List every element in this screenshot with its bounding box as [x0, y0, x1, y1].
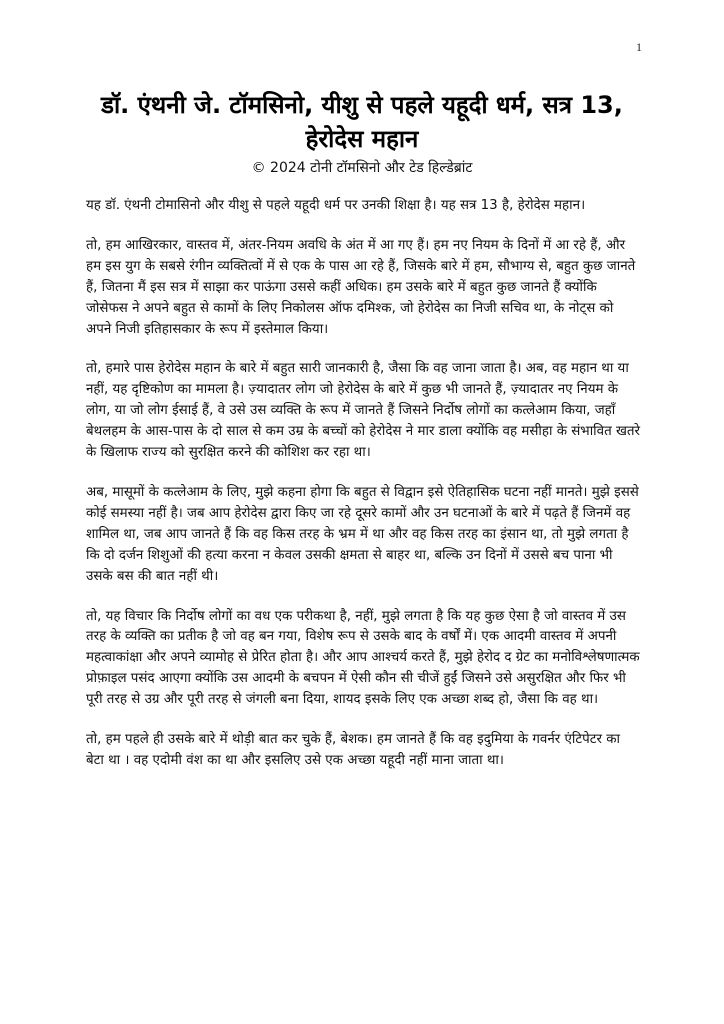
paragraph: तो, हमारे पास हेरोदेस महान के बारे में बहुत सारी जानकारी है, जैसा कि वह जाना जाता है। अब, वह महान था या नहीं, यह दृष्टिकोण का मामला है। ज़्यादातर लोग जो हेरोदेस के बारे में कुछ भी जानते हैं, ज़्यादातर नए नियम के लोग, या जो लोग ईसाई हैं, वे उसे उस व्यक्ति के रूप में जानते हैं जिसने निर्दोष लोगों का कत्लेआम किया, जहाँ बेथलहम के आस-पास के दो साल से कम उम्र के बच्चों को हेरोदेस ने मार डाला क्योंकि वह मसीहा के संभावित खतरे के खिलाफ राज्य को सुरक्षित करने की कोशिश कर रहा था। — [86, 361, 641, 461]
document-body — [86, 196, 642, 791]
paragraph: अब, मासूमों के कत्लेआम के लिए, मुझे कहना होगा कि बहुत से विद्वान इसे ऐतिहासिक घटना नहीं मानते। मुझे इससे कोई समस्या नहीं है। जब आप हेरोदेस द्वारा किए जा रहे दूसरे कामों और उन घटनाओं के बारे में पढ़ते हैं जिनमें वह शामिल था, जब आप जानते हैं कि वह किस तरह के भ्रम में था और वह किस तरह का इंसान था, तो मुझे लगता है कि दो दर्जन शिशुओं की हत्या करना न केवल उसकी क्षमता से बाहर था, बल्कि उन दिनों में उससे बच पाना भी उसके बस की बात नहीं थी। — [86, 484, 639, 584]
paragraph: तो, यह विचार कि निर्दोष लोगों का वध एक परीकथा है, नहीं, मुझे लगता है कि यह कुछ ऐसा है जो वास्तव में उस तरह के व्यक्ति का प्रतीक है जो वह बन गया, विशेष रूप से उसके बाद के वर्षों में। एक आदमी वास्तव में अपनी महत्वाकांक्षा और अपने व्यामोह से प्रेरित होता है। और आप आश्चर्य करते हैं, मुझे हेरोद द ग्रेट का मनोविश्लेषणात्मक प्रोफ़ाइल पसंद आएगा क्योंकि उस आदमी के बचपन में ऐसी कौन सी चीजें हुईं जिसने उसे असुरक्षित और फिर भी पूरी तरह से उग्र और पूरी तरह से जंगली बना दिया, शायद इसके लिए एक अच्छा शब्द हो, जैसा कि वह था। — [86, 608, 640, 708]
paragraph: तो, हम पहले ही उसके बारे में थोड़ी बात कर चुके हैं, बेशक। हम जानते हैं कि वह इदुमिया के गवर्नर एंटिपेटर का बेटा था । वह एदोमी वंश का था और इसलिए उसे एक अच्छा यहूदी नहीं माना जाता था। — [86, 732, 620, 768]
page-number: 1 — [636, 40, 642, 54]
paragraph: यह डॉ. एंथनी टोमासिनो और यीशु से पहले यहूदी धर्म पर उनकी शिक्षा है। यह सत्र 13 है, हेरोदेस महान। — [86, 198, 586, 213]
document-title: डॉ. एंथनी जे. टॉमसिनो, यीशु से पहले यहूदी धर्म, सत्र 13, हेरोदेस महान — [101, 91, 623, 153]
paragraph: तो, हम आखिरकार, वास्तव में, अंतर-नियम अवधि के अंत में आ गए हैं। हम नए नियम के दिनों में आ रहे हैं, और हम इस युग के सबसे रंगीन व्यक्तित्वों में से एक के पास आ रहे हैं, जिसके बारे में हम, सौभाग्य से, बहुत कुछ जानते हैं, जितना मैं इस सत्र में साझा कर पाऊंगा उससे कहीं अधिक। हम उसके बारे में बहुत कुछ जानते हैं क्योंकि जोसेफस ने अपने बहुत से कामों के लिए निकोलस ऑफ दमिश्क, जो हेरोदेस का निजी सचिव था, के नोट्स को अपने निजी इतिहासकार के रूप में इस्तेमाल किया। — [86, 237, 636, 337]
copyright-line: © 2024 टोनी टॉमसिनो और टेड हिल्डेब्रांट — [251, 160, 473, 176]
